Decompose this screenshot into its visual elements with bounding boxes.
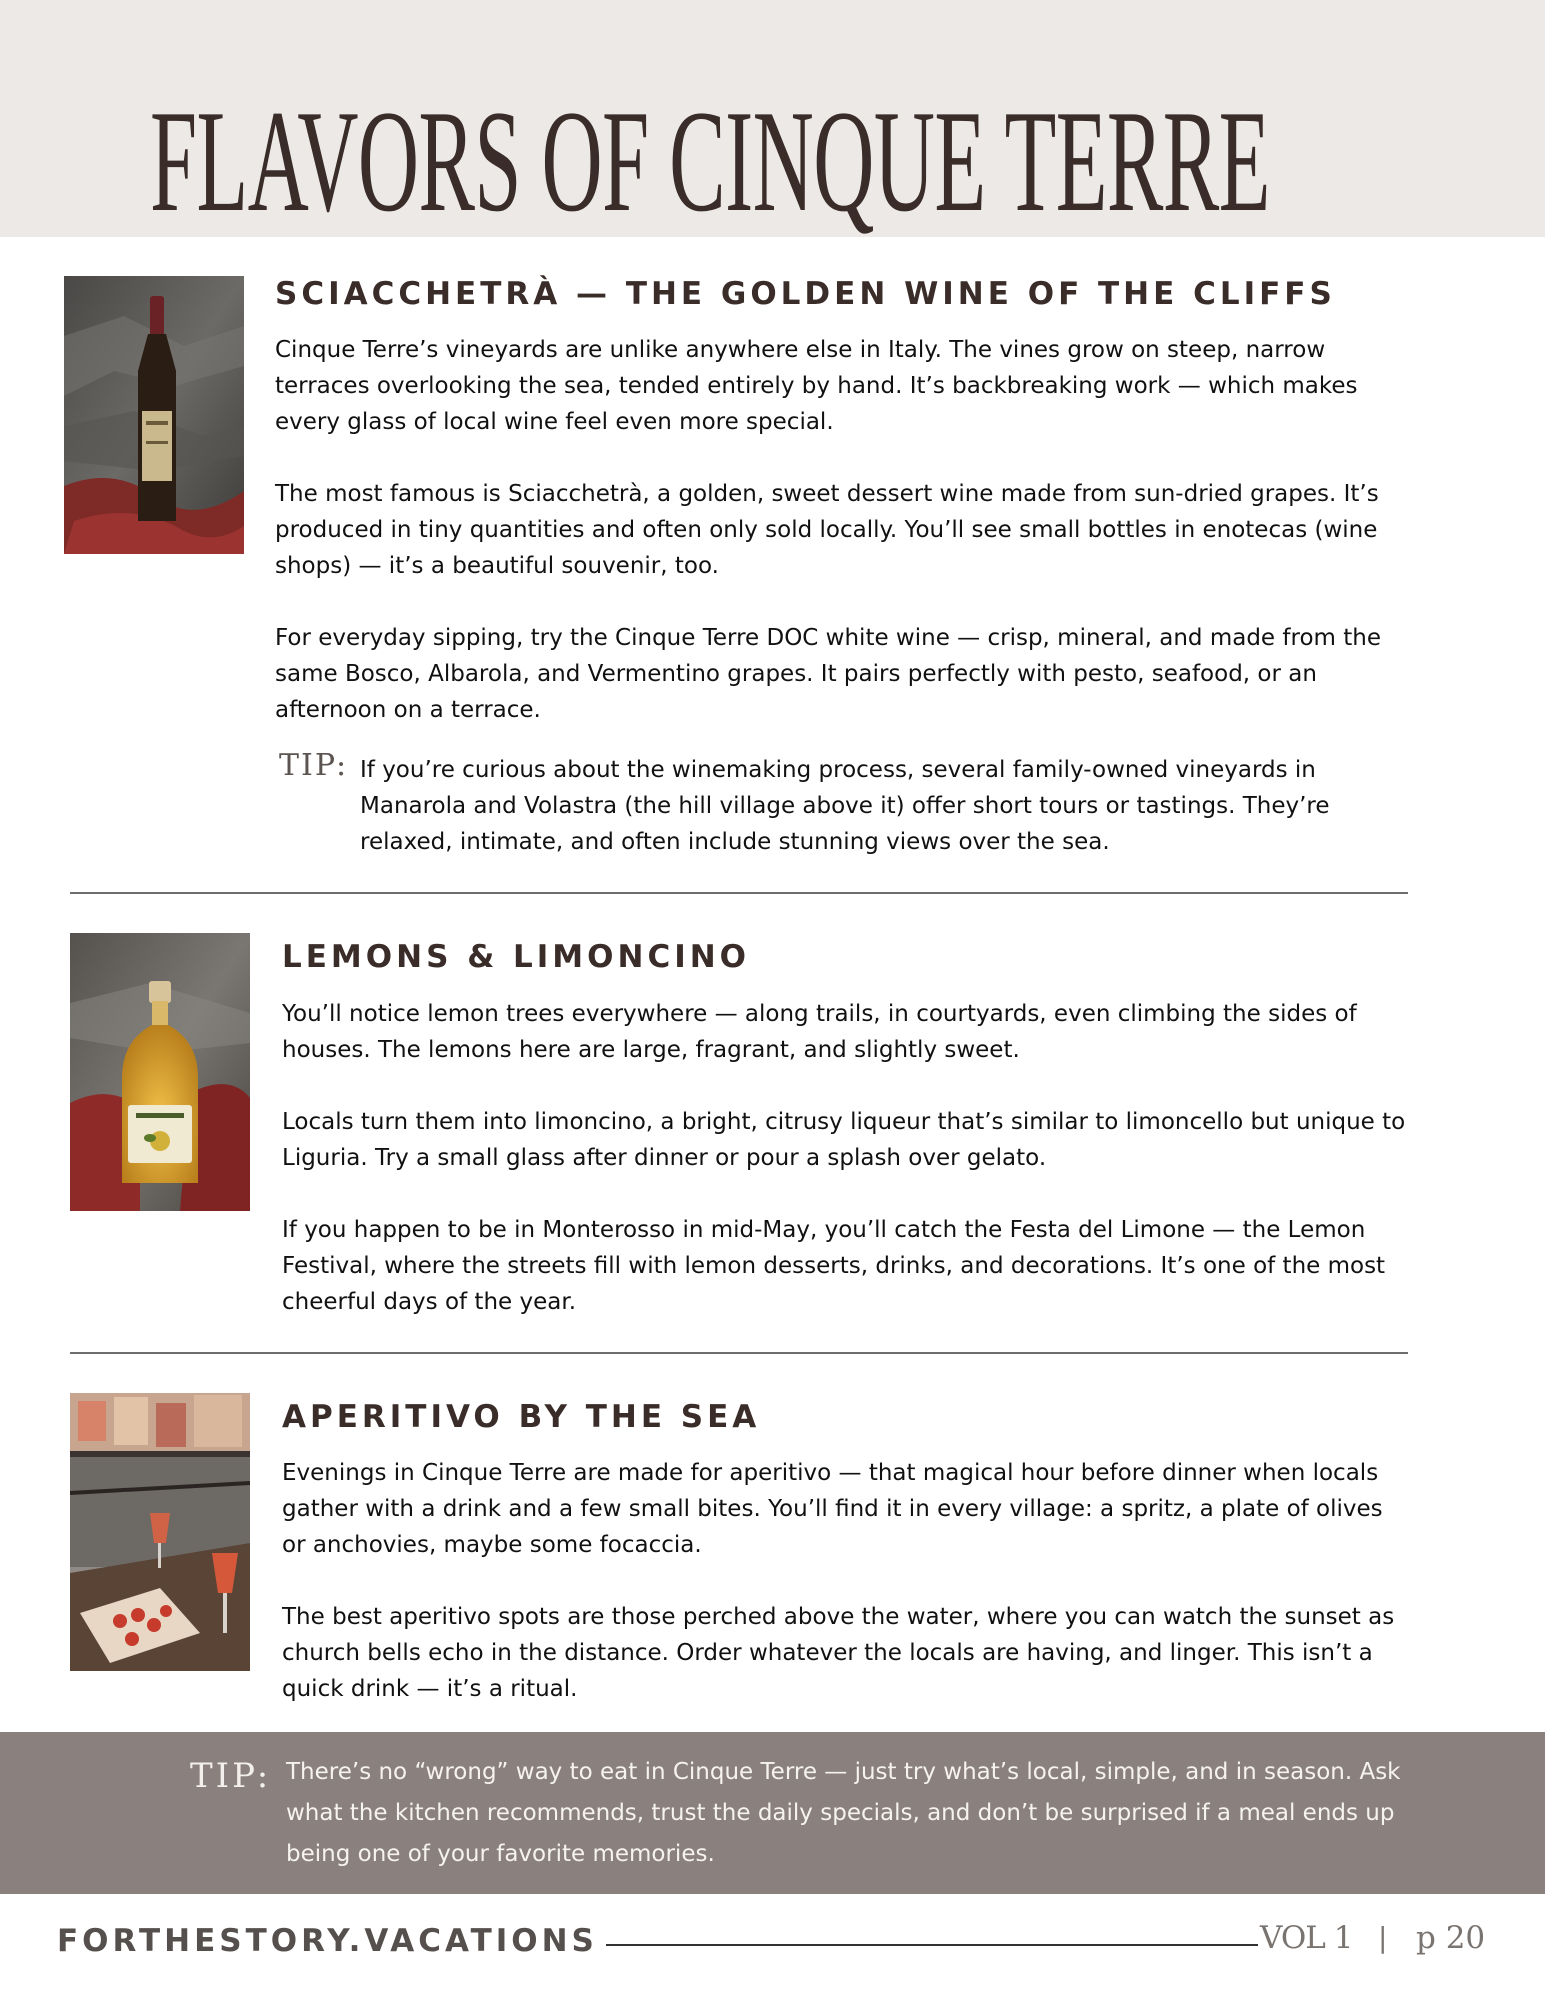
tip-text: There’s no “wrong” way to eat in Cinque Terre — just try what’s local, simple, and in season. Ask what the kitchen recommends, trust the daily specials, and don’t be surprised if a meal ends up being one of your favorite memories. bbox=[286, 1759, 1401, 1867]
section-heading-sciacchetra: SCIACCHETRÀ — THE GOLDEN WINE OF THE CLIFFS bbox=[275, 276, 1336, 312]
tip-label: TIP: bbox=[190, 1756, 272, 1796]
paragraph: Locals turn them into limoncino, a bright, citrusy liqueur that’s similar to limoncello but unique to Liguria. Try a small glass after dinner or pour a splash over gelato. bbox=[282, 1109, 1406, 1171]
tip-band bbox=[0, 1732, 1545, 1894]
paragraph: The best aperitivo spots are those perched above the water, where you can watch the sunset as church bells echo in the distance. Order whatever the locals are having, and linger. This isn’t a quick drink — it’s a ritual. bbox=[282, 1604, 1395, 1702]
paragraph: If you happen to be in Monterosso in mid-May, you’ll catch the Festa del Limone — the Lemon Festival, where the streets fill with lemon desserts, drinks, and decorations. It’s one of the most cheerful days of the year. bbox=[282, 1217, 1386, 1315]
footer-rule bbox=[606, 1944, 1258, 1946]
paragraph: Evenings in Cinque Terre are made for aperitivo — that magical hour before dinner when locals gather with a drink and a few small bites. You’ll find it in every village: a spritz, a plate of olives or anchovies, maybe some focaccia. bbox=[282, 1460, 1383, 1558]
paragraph: You’ll notice lemon trees everywhere — along trails, in courtyards, even climbing the sides of houses. The lemons here are large, fragrant, and slightly sweet. bbox=[282, 1001, 1357, 1063]
header-band bbox=[0, 0, 1545, 242]
tip-text: If you’re curious about the winemaking process, several family-owned vineyards in Manarola and Volastra (the hill village above it) offer short tours or tastings. They’re relaxed, intimate, and often include stunning views over the sea. bbox=[360, 757, 1330, 855]
paragraph: Cinque Terre’s vineyards are unlike anywhere else in Italy. The vines grow on steep, narrow terraces overlooking the sea, tended entirely by hand. It’s backbreaking work — which makes every glass of local wine feel even more special. bbox=[275, 337, 1358, 435]
tip-label: TIP: bbox=[279, 748, 349, 783]
footer-site-name: FORTHESTORY.VACATIONS bbox=[57, 1923, 598, 1959]
limoncino-bottle-photo bbox=[70, 933, 250, 1211]
aperitivo-terrace-photo bbox=[70, 1393, 250, 1671]
paragraph: The most famous is Sciacchetrà, a golden, sweet dessert wine made from sun-dried grapes. It’s produced in tiny quantities and often only sold locally. You’ll see small bottles in enotecas (wine shops) — it’s a beautiful souvenir, too. bbox=[275, 481, 1379, 579]
page-title: FLAVORS OF CINQUE TERRE bbox=[150, 80, 1270, 242]
section-divider bbox=[70, 892, 1408, 894]
footer-separator: | bbox=[1378, 1921, 1388, 1954]
section-divider bbox=[70, 1352, 1408, 1354]
section-heading-limoncino: LEMONS & LIMONCINO bbox=[282, 939, 751, 975]
sciacchetra-bottle-photo bbox=[64, 276, 244, 554]
footer-volume: VOL 1 bbox=[1260, 1920, 1353, 1956]
section-heading-aperitivo: APERITIVO BY THE SEA bbox=[282, 1399, 761, 1435]
footer-page-number: p 20 bbox=[1416, 1920, 1486, 1956]
paragraph: For everyday sipping, try the Cinque Terre DOC white wine — crisp, mineral, and made from the same Bosco, Albarola, and Vermentino grapes. It pairs perfectly with pesto, seafood, or an afternoon on a terrace. bbox=[275, 625, 1381, 723]
